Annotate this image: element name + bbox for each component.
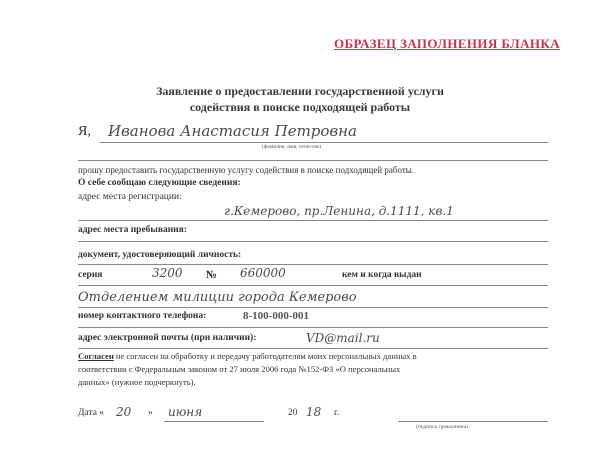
passport-issued-label: кем и когда выдан <box>342 270 422 280</box>
stay-label: адрес места пребывания: <box>78 225 187 235</box>
email-label: адрес электронной почты (при наличии): <box>78 333 257 343</box>
applicant-prefix: Я, <box>78 124 91 139</box>
name-line <box>100 142 548 143</box>
date-year: 18 <box>306 405 322 419</box>
issued-by-value: Отделением милиции города Кемерово <box>78 290 357 305</box>
consent-line-1-rest: не согласен на обработку и передачу работодателям моих персональных данных в <box>113 351 417 361</box>
phone-line <box>78 327 548 328</box>
date-sep: » <box>148 408 153 418</box>
passport-number-label: № <box>206 269 218 281</box>
consent-line-2: соответствии с Федеральным законом от 27 июля 2006 года №152-ФЗ «О персональных <box>78 364 401 374</box>
issued-by-line <box>78 307 548 308</box>
stay-line <box>78 241 548 242</box>
registration-label: адрес места регистрации: <box>78 192 182 202</box>
phone-value: 8-100-000-001 <box>243 310 309 322</box>
registration-line <box>78 220 548 221</box>
date-day: 20 <box>116 405 132 419</box>
email-value: VD@mail.ru <box>306 331 380 345</box>
signature-line <box>398 421 548 422</box>
passport-line <box>78 285 548 286</box>
date-month-line <box>164 421 264 422</box>
sample-stamp: ОБРАЗЕЦ ЗАПОЛНЕНИЯ БЛАНКА <box>334 36 561 51</box>
applicant-name: Иванова Анастасия Петровна <box>108 122 357 140</box>
date-year-suffix: г. <box>334 408 340 418</box>
request-text: прошу предоставить государственную услугу содействия в поиске подходящей работы. <box>78 165 415 175</box>
id-doc-line <box>78 264 548 265</box>
registration-value: г.Кемерово, пр.Ленина, д.1111, кв.1 <box>224 204 454 218</box>
signature-hint: (подпись гражданина) <box>416 424 468 430</box>
email-line <box>78 348 548 349</box>
name-hint: (фамилия, имя, отчество) <box>262 144 322 150</box>
form-title-line-1: Заявление о предоставлении государственной услуги <box>156 84 444 98</box>
consent-agree: Согласен <box>78 351 114 361</box>
separator-line <box>78 160 548 161</box>
phone-label: номер контактного телефона: <box>78 311 207 321</box>
passport-series-value: 3200 <box>152 266 183 280</box>
consent-line-3: данных» (нужное подчеркнуть). <box>78 377 196 387</box>
form-title-line-2: содействия в поиске подходящей работы <box>189 100 411 114</box>
about-label: О себе сообщаю следующие сведения: <box>78 178 241 188</box>
passport-series-label: серия <box>78 270 103 280</box>
date-year-prefix: 20 <box>288 408 298 418</box>
passport-number-value: 660000 <box>240 266 286 280</box>
id-doc-label: документ, удостоверяющий личность: <box>78 250 242 260</box>
consent-line-1 <box>78 351 417 361</box>
date-label: Дата « <box>78 408 105 418</box>
date-month: июня <box>168 405 203 419</box>
